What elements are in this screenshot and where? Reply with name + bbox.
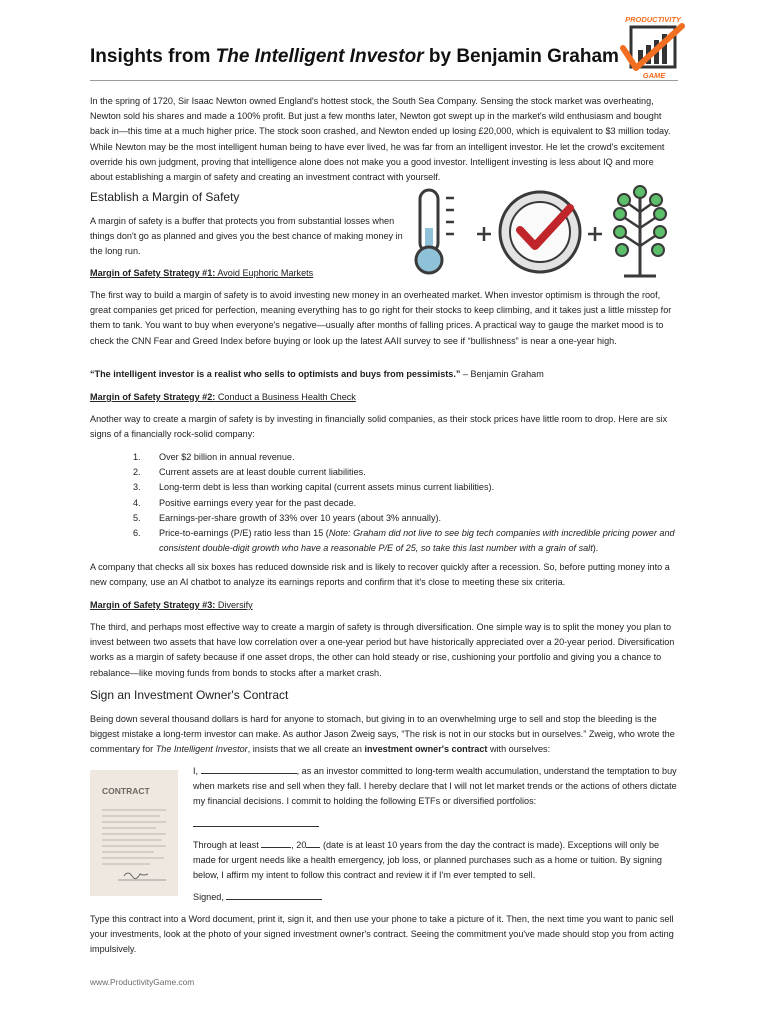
book-title: The Intelligent Investor: [215, 46, 424, 67]
svg-text:GAME: GAME: [642, 71, 666, 80]
margin-of-safety-illustration: [408, 184, 680, 280]
thermometer-icon: [416, 190, 454, 273]
date-blank: [261, 838, 291, 848]
svg-text:PRODUCTIVITY: PRODUCTIVITY: [625, 15, 681, 24]
section-heading-margin-of-safety: Establish a Margin of Safety: [90, 190, 240, 204]
list-item: 4. Positive earnings every year for the past decade.: [133, 497, 357, 508]
list-item: 2. Current assets are at least double current liabilities.: [133, 467, 366, 478]
list-item: 5. Earnings-per-share growth of 33% over 10 years (about 3% annually).: [133, 512, 442, 523]
strategy-3-heading: Margin of Safety Strategy #3: Diversify: [90, 600, 253, 610]
strategy-2-heading: Margin of Safety Strategy #2: Conduct a Business Health Check: [90, 392, 356, 402]
signature-blank: [226, 890, 322, 900]
strategy-2-text: Another way to create a margin of safety is by investing in financially solid companies, as their stock prices have little room to drop. Here are six signs of a financially rock-solid company:: [90, 414, 668, 440]
intro-paragraph: In the spring of 1720, Sir Isaac Newton owned England's hottest stock, the South Sea Company. Sensing the stock market was overheating, Newton sold his shares and made a 100% profit. But just a few months later, Newton got swept up in the market's wild enthusiasm and bought back in—this time at a much higher price. The stock soon crashed, and Newton ended up losing £20,000, which is equivalent to $3 million today. While Newton may be the most intelligent human being to have ever lived, he was far from an intelligent investor. He let the crowd's excitement override his own judgment, proving that intelligence alone does not make you a good investor. Intelligent investing is less about IQ and more about establishing a margin of safety and creating an investment contract with yourself.: [90, 96, 671, 183]
contract-signature-line: Signed,: [193, 890, 678, 905]
plus-icon: [477, 227, 491, 241]
company-criteria-list: [133, 450, 678, 556]
title-divider: [90, 80, 678, 81]
checkmark-icon: [500, 192, 580, 272]
year-blank: [306, 838, 320, 848]
strategy-2-conclusion: A company that checks all six boxes has reduced downside risk and is likely to recover quickly after a recession. So, before putting money into a new company, use an AI chatbot to analyze its earnings reports and confirm that it's close to meeting these six criteria.: [90, 562, 670, 588]
contract-commitment: Through at least , 20 (date is at least 10 years from the day the contract is made). Exceptions will only be made for urgent needs like a health emergency, job loss, or planned purchases such as a home or tuition. By signing below, I affirm my intent to follow this contract and review it if I'm ever tempted to sell.: [193, 840, 662, 881]
page-title: Insights from The Intelligent Investor by Benjamin Graham: [90, 46, 619, 67]
portfolio-blank: [193, 826, 319, 827]
strategy-1-text: The first way to build a margin of safety is to avoid investing new money in an overheated market. When investor optimism is through the roof, great companies get priced for perfection, meaning everything has to go right for their stocks to keep climbing, and it takes just a little misstep for them to tank. You want to buy when everyone's negative—usually after months of falling prices. A practical way to gauge the market mood is to check the CNN Fear and Greed Index before buying or look up the latest AAII survey to see if “bullishness” is near a one-year high.: [90, 290, 672, 346]
contract-illustration: CONTRACT: [90, 770, 178, 896]
margin-of-safety-definition: A margin of safety is a buffer that protects you from substantial losses when things don't go as planned and gives you the best chance of making money in the long run.: [90, 216, 403, 257]
list-item: 3. Long-term debt is less than working capital (current assets minus current liabilities).: [133, 482, 495, 493]
list-item: 6. Price-to-earnings (P/E) ratio less than 15 (Note: Graham did not live to see big tech companies with incredible pricing power and consistent double-digit growth who have a reasonable P/E of 25, so take this last number with a grain of salt).: [133, 528, 675, 554]
strategy-3-text: The third, and perhaps most effective way to create a margin of safety is through diversification. One simple way is to split the money you plan to invest between two assets that have low correlation over a one-year period but have historically appreciated over a 20-year period. Diversification works as a margin of safety because if one asset drops, the other can hold steady or rise, cushioning your portfolio and giving you a chance to rebalance—like moving funds from bonds to stocks after a market crash.: [90, 622, 675, 678]
contract-intro: Being down several thousand dollars is hard for anyone to stomach, but giving in to an overwhelming urge to sell and stop the bleeding is the biggest mistake a long-term investor can make. As author Jason Zweig says, “The risk is not in our stocks but in ourselves.” Zweig, who wrote the commentary for The Intelligent Investor, insists that we all create an investment owner's contract with ourselves:: [90, 714, 675, 755]
section-heading-contract: Sign an Investment Owner's Contract: [90, 688, 289, 702]
contract-declaration: I, , as an investor committed to long-term wealth accumulation, understand the temptation to buy when markets rise and sell when they fall. I hereby declare that I will not let market trends or the actions of others dictate my financial decisions. I commit to holding the following ETFs or diversified portfolios:: [193, 766, 677, 807]
graham-quote: “The intelligent investor is a realist who sells to optimists and buys from pessimists.” – Benjamin Graham: [90, 369, 544, 379]
productivity-game-logo: [618, 14, 688, 82]
plus-icon: [588, 227, 602, 241]
footer-url[interactable]: www.ProductivityGame.com: [90, 977, 195, 987]
list-item: 1. Over $2 billion in annual revenue.: [133, 452, 295, 462]
strategy-1-heading: Margin of Safety Strategy #1: Avoid Euphoric Markets: [90, 268, 314, 278]
name-blank: [201, 764, 297, 774]
tree-icon: [614, 186, 666, 276]
closing-paragraph: Type this contract into a Word document, print it, sign it, and then use your phone to take a picture of it. Then, the next time you want to panic sell your investments, look at the photo of your signed investment owner's contract. Seeing the commitment you've made should stop you from acting impulsively.: [90, 914, 674, 955]
